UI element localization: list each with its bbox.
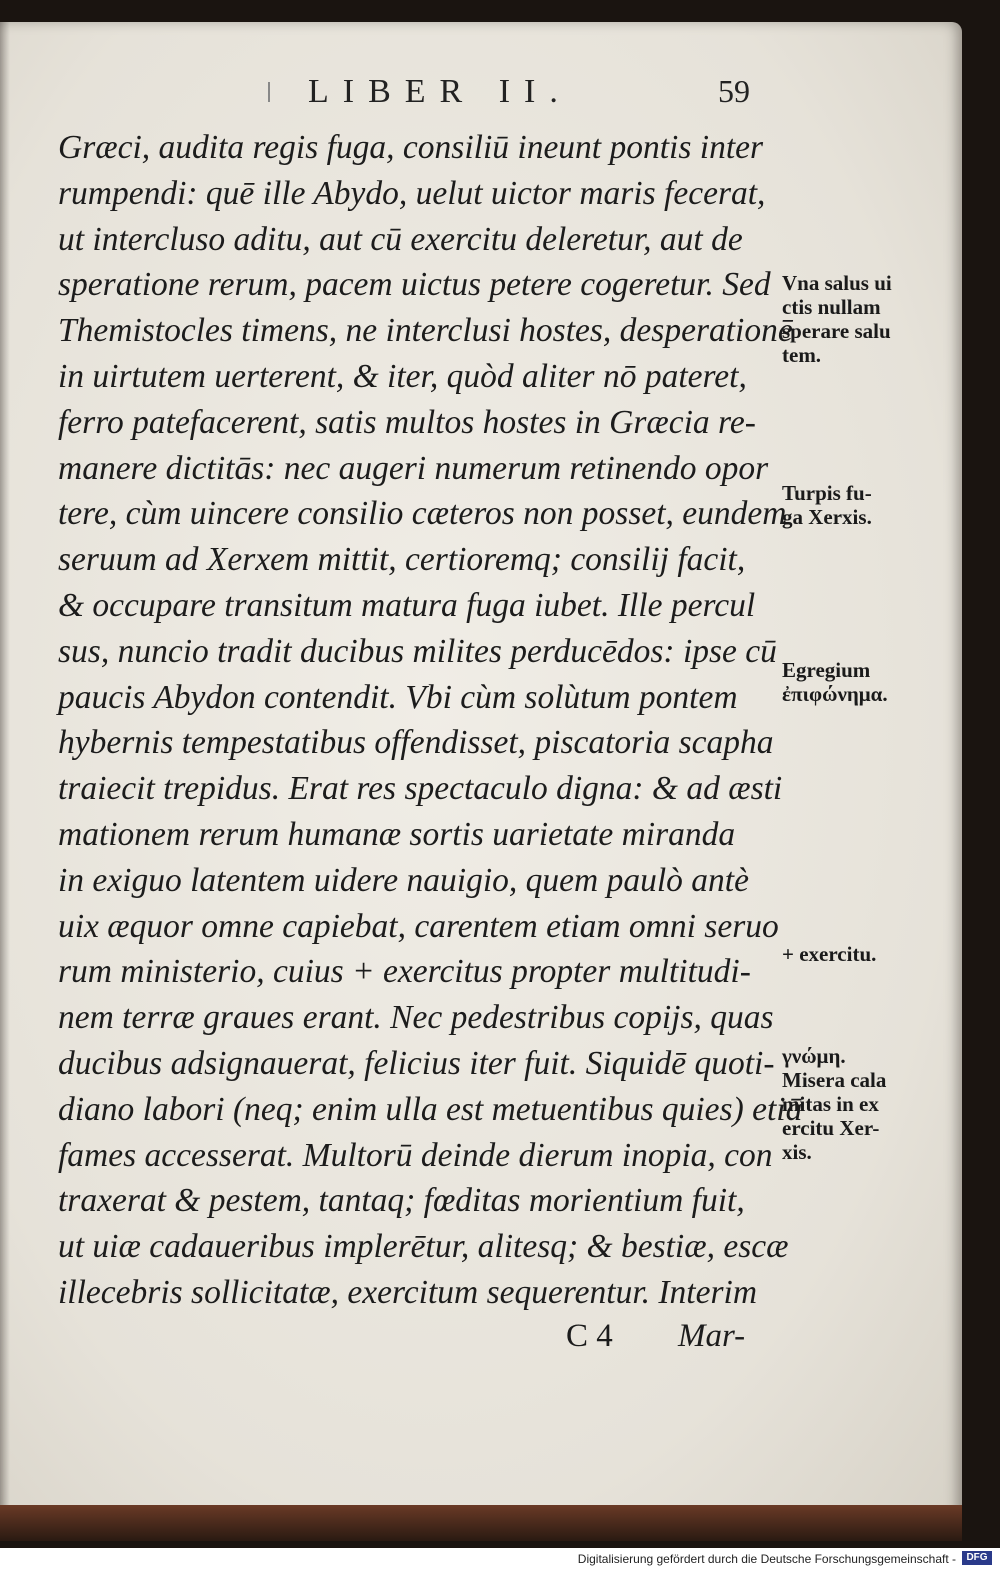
- text-line: ferro patefacerent, satis multos hostes in Græcia re-: [58, 403, 756, 441]
- text-line: tere, cùm uincere consilio cæteros non posset, eundem: [58, 495, 787, 533]
- margin-note-line: Turpis fu-: [782, 481, 872, 505]
- margin-note-line: ctis nullam: [782, 295, 881, 319]
- page-edge: [0, 1505, 962, 1541]
- margin-note: [782, 481, 952, 529]
- text-line: in uirtutem uerterent, & iter, quòd aliter nō pateret,: [58, 357, 747, 395]
- margin-note-line: ἐπιφώνημα.: [782, 682, 888, 706]
- text-line: traiecit trepidus. Erat res spectaculo digna: & ad æsti: [58, 770, 783, 808]
- digitization-credit: Digitalisierung gefördert durch die Deutsche Forschungsgemeinschaft -: [577, 1552, 956, 1566]
- text-line: seruum ad Xerxem mittit, certioremq; consilij facit,: [58, 541, 746, 579]
- margin-note-line: + exercitu.: [782, 942, 877, 966]
- spine-shadow: [0, 22, 10, 1532]
- text-line: uix æquor omne capiebat, carentem etiam omni seruo: [58, 907, 779, 945]
- margin-note-line: Egregium: [782, 658, 871, 682]
- text-line: traxerat & pestem, tantaq; fœditas morientium fuit,: [58, 1182, 745, 1220]
- text-line: in exiguo latentem uidere nauigio, quem paulò antè: [58, 861, 749, 899]
- signature-mark: C 4: [566, 1318, 613, 1354]
- margin-note-line: mitas in ex: [782, 1092, 879, 1116]
- catchline: [560, 1318, 780, 1362]
- margin-note: [782, 271, 952, 367]
- text-line: Græci, audita regis fuga, consiliū ineunt pontis inter: [58, 129, 764, 166]
- catchword: Mar-: [678, 1318, 746, 1354]
- margin-note-line: tem.: [782, 343, 822, 367]
- text-line: speratione rerum, pacem uictus petere cogeretur. Sed: [58, 266, 771, 304]
- text-line: rumpendi: quē ille Abydo, uelut uictor maris fecerat,: [58, 174, 766, 212]
- text-line: Themistocles timens, ne interclusi hostes, desperationē: [58, 312, 793, 350]
- text-line: ut uiæ cadaueribus implerētur, alitesq; & bestiæ, escæ: [58, 1228, 789, 1266]
- margin-note-line: Vna salus ui: [782, 271, 892, 295]
- margin-note: [782, 1044, 952, 1164]
- page-number: 59: [718, 73, 750, 109]
- text-line: rum ministerio, cuius + exercitus propter multitudi-: [58, 953, 751, 991]
- text-line: sus, nuncio tradit ducibus milites perducēdos: ipse cū: [58, 632, 777, 670]
- margin-note-line: γνώμη.: [782, 1044, 846, 1068]
- margin-note: [782, 658, 952, 706]
- margin-note-line: ga Xerxis.: [782, 505, 872, 529]
- text-line: ut intercluso aditu, aut cū exercitu deleretur, aut de: [58, 220, 743, 258]
- text-line: diano labori (neq; enim ulla est metuentibus quies) etiā: [58, 1090, 803, 1128]
- text-line: fames accesserat. Multorū deinde dierum inopia, con: [58, 1136, 773, 1174]
- dfg-logo: DFG: [962, 1551, 992, 1565]
- margin-note-line: sperare salu: [782, 319, 891, 343]
- running-head: [258, 73, 778, 123]
- text-line: hybernis tempestatibus offendisset, piscatoria scapha: [58, 724, 774, 762]
- margin-note-line: ercitu Xer-: [782, 1116, 880, 1140]
- text-line: mationem rerum humanæ sortis uarietate miranda: [58, 815, 736, 853]
- text-line: manere dictitās: nec augeri numerum retinendo opor: [58, 449, 769, 487]
- text-line: & occupare transitum matura fuga iubet. Ille percul: [58, 586, 756, 624]
- text-line: paucis Abydon contendit. Vbi cùm solùtum pontem: [58, 678, 738, 716]
- margin-note-line: xis.: [782, 1140, 812, 1164]
- margin-note-line: Misera cala: [782, 1068, 887, 1092]
- text-line: illecebris sollicitatæ, exercitum sequerentur. Interim: [58, 1273, 758, 1311]
- running-title: LIBER II.: [308, 73, 572, 110]
- text-line: ducibus adsignauerat, felicius iter fuit. Siquidē quoti-: [58, 1044, 775, 1082]
- margin-note: [782, 942, 952, 966]
- text-line: nem terræ graues erant. Nec pedestribus copijs, quas: [58, 999, 774, 1037]
